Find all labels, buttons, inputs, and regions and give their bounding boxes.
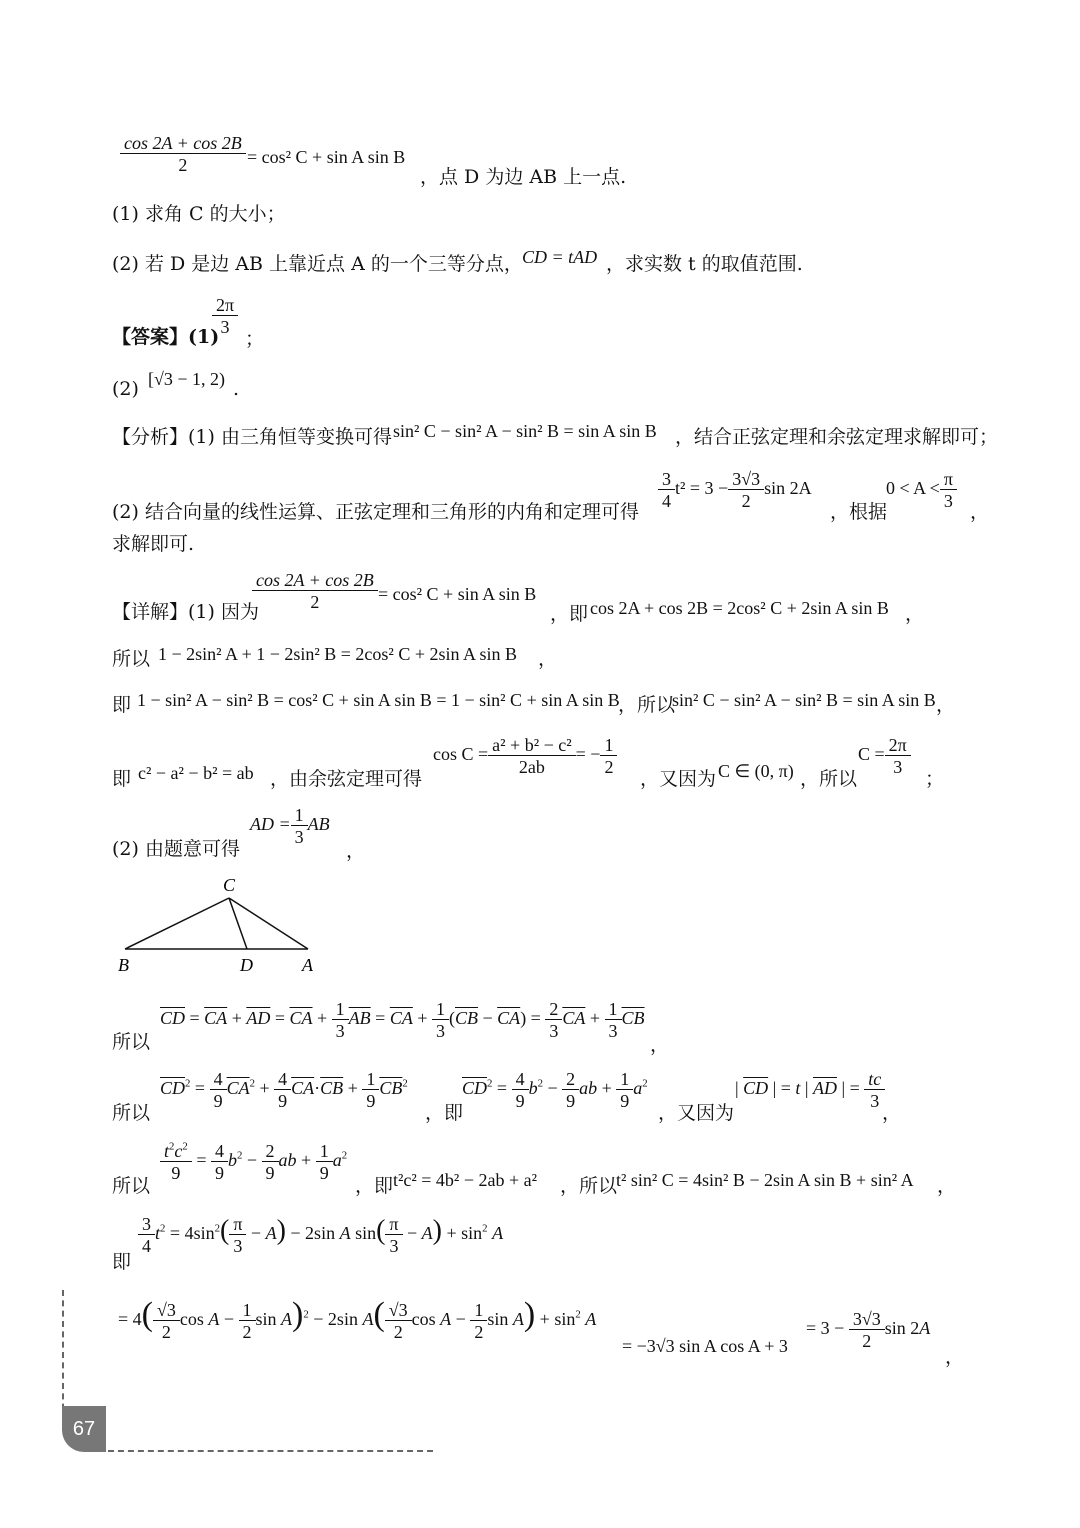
detail-line1-rhs: = cos² C + sin A sin B bbox=[378, 584, 537, 604]
question-1: (1) 求角 C 的大小； bbox=[112, 203, 286, 225]
step5-equation: = 4( $\frac{√3}{2}$ cos A − $\frac{1}{2}$ sin A)$^2$ − 2sin A( $\frac{√3}{2}$ cos A − $\frac{1}{2}$ $\sin A) + \sin^2 A$ bbox=[118, 1296, 597, 1342]
detail-ab: AB bbox=[307, 814, 330, 835]
vertex-label-a: A bbox=[302, 955, 313, 975]
step2-end: ， bbox=[882, 1102, 902, 1124]
detail-premise-fraction: $\frac{\cos 2A + \cos 2B}{2}$ bbox=[252, 571, 378, 611]
step3-eq2: t² sin² C = 4sin² B − 2sin A sin B + sin² A bbox=[616, 1170, 914, 1190]
page-border-vertical bbox=[62, 1290, 64, 1420]
step2-equation2: $\overline{CD}^2$ = $\frac{4}{9}$ $b^2$ − $\frac{2}{9}$ ab + $\frac{1}{9}$ $a^2$ bbox=[462, 1069, 648, 1111]
question-2-tail: ，求实数 t 的取值范围. bbox=[606, 253, 803, 275]
analysis-part2-range: 0 < A < $\frac{\pi}{3}$ bbox=[886, 470, 957, 510]
detail-ad-equals: AD = bbox=[250, 814, 291, 835]
step2-ji: ，即 bbox=[425, 1102, 464, 1124]
answer-1-tail: ； bbox=[245, 328, 265, 350]
step1-pre: 所以 bbox=[112, 1031, 151, 1053]
page-border-horizontal bbox=[108, 1450, 433, 1452]
detail-line2-end: ， bbox=[538, 648, 558, 670]
vertex-label-c: C bbox=[223, 875, 236, 895]
detail-cos-c: cos C = bbox=[433, 744, 489, 765]
premise-denominator: 2 bbox=[120, 153, 246, 174]
detail-line3-mid: ，所以 bbox=[618, 694, 676, 716]
detail-line4-eq: c² − a² − b² = ab bbox=[138, 763, 254, 783]
detail-line3-pre: 即 bbox=[112, 694, 132, 716]
step5-expansion: = −3√3 sin A cos A + 3 bbox=[622, 1336, 788, 1356]
side-bc bbox=[125, 898, 229, 949]
premise-numerator: cos 2A + cos 2B bbox=[124, 133, 242, 153]
detail-cos-denominator: 2ab bbox=[488, 755, 575, 776]
step3-equation: $\frac{t^2c^2}{9}$ = $\frac{4}{9}$ $b^2$ − $\frac{2}{9}$ ab + $\frac{1}{9}$ $a^2$ bbox=[160, 1142, 347, 1182]
step4-pre: 即 bbox=[112, 1251, 132, 1273]
analysis-part2-text: (2) 结合向量的线性运算、正弦定理和三角形的内角和定理可得 bbox=[112, 501, 639, 523]
analysis-part2-equation: $\frac{3}{4}$ t² = 3 − $\frac{3√3}{2}$ sin 2A bbox=[658, 470, 812, 510]
detail-part2-pre: (2) 由题意可得 bbox=[112, 838, 240, 860]
step5-end: ， bbox=[945, 1346, 965, 1368]
detail-cos-value: = − bbox=[575, 744, 601, 765]
step5-result: = 3 − $\frac{3√3}{2}$ sin 2A bbox=[806, 1309, 931, 1351]
answer-2-value: [√3 − 1, 2) bbox=[148, 369, 226, 389]
answer-2-label: (2) bbox=[112, 378, 139, 400]
detail-label: 【详解】(1) 因为 bbox=[112, 601, 259, 623]
step2-you: ，又因为 bbox=[658, 1102, 735, 1124]
detail-cos-numerator: a² + b² − c² bbox=[492, 735, 572, 755]
step3-eq: t²c² = 4b² − 2ab + a² bbox=[393, 1170, 538, 1190]
triangle-figure bbox=[110, 872, 330, 982]
step1-equation: $\overline{CD} = \overline{CA} + \overline{AD} = \overline{CA}$ + $\frac{1}{3}$ $\overline{AB} = \overline{CA}$ + $\frac{1}{3}$ $(\overline{CB} - \overline{CA})$ = $\frac{2}{3}$ $\overline{CA}$ + $\frac{1}{3}$ $\overline{CB}$ bbox=[160, 999, 645, 1041]
detail-line1-eq: cos 2A + cos 2B = 2cos² C + 2sin A sin B bbox=[590, 598, 889, 618]
answer-2-tail: . bbox=[233, 378, 240, 400]
step3-pre: 所以 bbox=[112, 1175, 151, 1197]
step2-equation: $\overline{CD}^2$ = $\frac{4}{9}$ $\overline{CA}^2$ + $\frac{4}{9}$ $\overline{CA}\cdot\overline{CB}$ + $\frac{1}{9}$ $\overline{CB}^2$ bbox=[160, 1069, 408, 1111]
detail-line1-ji: ，即 bbox=[550, 603, 589, 625]
analysis-part2-sin: sin 2A bbox=[764, 478, 812, 499]
detail-line3-eq: 1 − sin² A − sin² B = cos² C + sin A sin B = 1 − sin² C + sin A sin B bbox=[137, 690, 620, 710]
detail-line3-end: ， bbox=[936, 694, 956, 716]
vertex-label-d: D bbox=[240, 955, 253, 975]
analysis-range-text: 0 < A < bbox=[886, 478, 940, 499]
detail-line4-pre: 即 bbox=[112, 768, 132, 790]
answer-1-numerator: 2π bbox=[216, 295, 235, 315]
step2-pre: 所以 bbox=[112, 1102, 151, 1124]
step2-equation3: | $\overline{CD}$ | = t | $\overline{AD}$ | = $\frac{tc}{3}$ bbox=[735, 1070, 885, 1110]
premise-rhs: = cos² C + sin A sin B bbox=[247, 147, 406, 167]
segment-cd bbox=[229, 898, 247, 949]
answer-label: 【答案】(1) bbox=[112, 326, 220, 348]
step4-equation: $\frac{3}{4}$ $t^2 = 4\sin^2$( $\frac{\pi}{3}$ − A) − 2sin A sin( $\frac{\pi}{3}$ − $A) + \sin^2 A$ bbox=[138, 1215, 503, 1255]
question-2-condition: CD = tAD bbox=[522, 247, 598, 267]
answer-1-fraction bbox=[212, 296, 238, 336]
detail-line4-mid2: ，又因为 bbox=[640, 768, 717, 790]
detail-line4-range: C ∈ (0, π) bbox=[718, 761, 794, 781]
analysis-tail: ，结合正弦定理和余弦定理求解即可； bbox=[675, 426, 999, 448]
vertex-label-b: B bbox=[118, 955, 129, 975]
question-2-text: (2) 若 D 是边 AB 上靠近点 A 的一个三等分点， bbox=[112, 253, 523, 275]
analysis-part2-mid: ，根据 bbox=[830, 501, 888, 523]
answer-1-denominator: 3 bbox=[212, 315, 238, 336]
detail-part2-eq: AD = $\frac{1}{3}$ AB bbox=[250, 805, 330, 847]
step1-end: ， bbox=[650, 1034, 670, 1056]
detail-line4-c: C = $\frac{2\pi}{3}$ bbox=[858, 736, 911, 776]
detail-line2-eq: 1 − 2sin² A + 1 − 2sin² B = 2cos² C + 2sin A sin B bbox=[158, 644, 518, 664]
page-number: 67 bbox=[72, 1417, 96, 1440]
detail-line4-end: ； bbox=[925, 768, 945, 790]
step3-end: ， bbox=[937, 1175, 957, 1197]
detail-line2-pre: 所以 bbox=[112, 648, 151, 670]
detail-line4-mid: ，由余弦定理可得 bbox=[270, 768, 423, 790]
detail-part2-end: ， bbox=[346, 840, 366, 862]
premise-tail: ，点 D 为边 AB 上一点. bbox=[420, 166, 627, 188]
analysis-part2-end: ， bbox=[970, 501, 990, 523]
detail-line4-mid3: ，所以 bbox=[800, 768, 858, 790]
step3-ji: ，即 bbox=[355, 1175, 394, 1197]
premise-fraction bbox=[120, 134, 246, 174]
side-ca bbox=[229, 898, 308, 949]
detail-line1-end: ， bbox=[905, 603, 925, 625]
detail-line4-cosine: cos C = $\frac{\text{a² + b² − c²}}{2ab}$ = − $\frac{1}{2}$ bbox=[433, 736, 617, 776]
page-number-badge bbox=[62, 1406, 106, 1452]
analysis-equation: sin² C − sin² A − sin² B = sin A sin B bbox=[393, 421, 657, 441]
analysis-part2-last: 求解即可. bbox=[112, 533, 195, 555]
detail-line3-eq2: sin² C − sin² A − sin² B = sin A sin B bbox=[672, 690, 936, 710]
detail-c-equals: C = bbox=[858, 744, 885, 765]
analysis-part2-eq: t² = 3 − bbox=[675, 478, 729, 499]
analysis-label: 【分析】(1) 由三角恒等变换可得 bbox=[112, 426, 392, 448]
step3-suo: ，所以 bbox=[560, 1175, 618, 1197]
